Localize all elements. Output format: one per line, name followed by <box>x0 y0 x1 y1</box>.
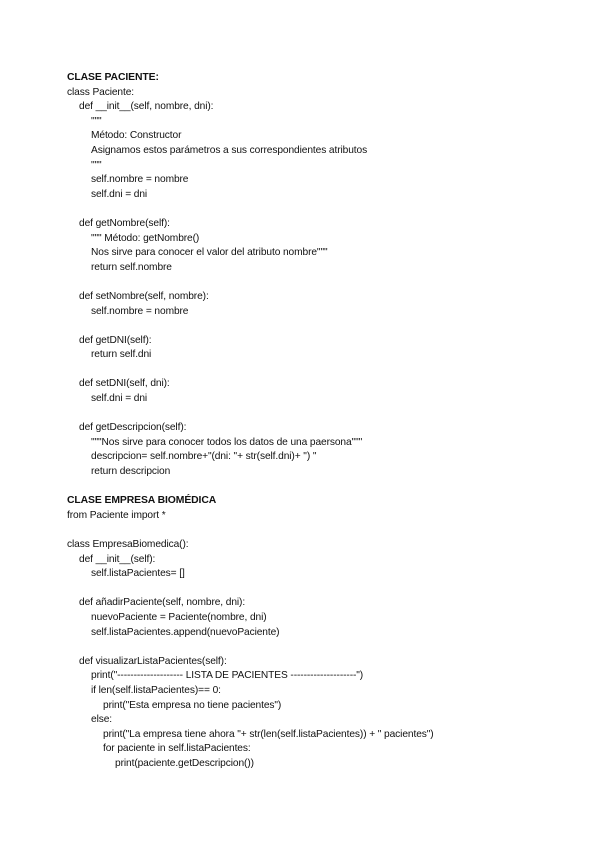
code-line: self.listaPacientes.append(nuevoPaciente) <box>91 626 280 638</box>
code-line: Método: Constructor <box>91 130 182 142</box>
blank-line <box>67 275 587 290</box>
code-line: self.dni = dni <box>91 393 148 405</box>
code-line: return self.dni <box>91 349 152 361</box>
blank-line <box>67 640 587 655</box>
code-line: class EmpresaBiomedica(): <box>67 539 189 550</box>
code-line: descripcion= self.nombre+"(dni: "+ str(self.dni)+ ") " <box>91 451 317 463</box>
code-line: def __init__(self): <box>79 553 156 565</box>
code-line: """ <box>91 159 102 171</box>
code-line: def getDNI(self): <box>79 334 152 346</box>
code-line: def añadirPaciente(self, nombre, dni): <box>79 597 246 609</box>
section-heading-empresa: CLASE EMPRESA BIOMÉDICA <box>67 495 217 507</box>
code-line: for paciente in self.listaPacientes: <box>103 743 251 755</box>
code-line: Nos sirve para conocer el valor del atributo nombre""" <box>91 247 328 259</box>
code-line: def getDescripcion(self): <box>79 422 187 434</box>
code-line: print("-------------------- LISTA DE PACIENTES --------------------") <box>91 670 364 682</box>
blank-line <box>67 407 587 422</box>
code-line: print(paciente.getDescripcion()) <box>115 757 254 769</box>
code-line: class Paciente: <box>67 86 135 98</box>
blank-line <box>67 202 587 217</box>
blank-line <box>67 582 587 597</box>
blank-line <box>67 523 587 538</box>
code-line: self.dni = dni <box>91 188 148 200</box>
code-line: self.nombre = nombre <box>91 174 189 186</box>
code-line: def visualizarListaPacientes(self): <box>79 655 227 667</box>
blank-line <box>67 480 587 495</box>
code-line: self.listaPacientes= [] <box>91 568 185 580</box>
code-line: def __init__(self, nombre, dni): <box>79 101 214 113</box>
code-line: def getNombre(self): <box>79 217 170 229</box>
code-line: from Paciente import * <box>67 509 166 521</box>
blank-line <box>67 363 587 378</box>
section-heading-paciente: CLASE PACIENTE: <box>67 72 159 83</box>
code-line: else: <box>91 714 113 726</box>
code-line: print("Esta empresa no tiene pacientes") <box>103 699 282 711</box>
code-line: nuevoPaciente = Paciente(nombre, dni) <box>91 611 267 623</box>
code-line: """ Método: getNombre() <box>91 232 200 244</box>
code-line: def setDNI(self, dni): <box>79 378 170 390</box>
document-body <box>67 71 587 772</box>
code-line: self.nombre = nombre <box>91 305 189 317</box>
blank-line <box>67 319 587 334</box>
code-line: if len(self.listaPacientes)== 0: <box>91 684 221 696</box>
code-line: return descripcion <box>91 466 171 478</box>
code-line: print("La empresa tiene ahora "+ str(len(self.listaPacientes)) + " pacientes") <box>103 728 434 740</box>
code-line: def setNombre(self, nombre): <box>79 290 209 302</box>
code-line: """Nos sirve para conocer todos los datos de una paersona""" <box>91 436 363 448</box>
code-line: return self.nombre <box>91 261 172 273</box>
code-line: Asignamos estos parámetros a sus correspondientes atributos <box>91 144 368 156</box>
code-line: """ <box>91 115 102 127</box>
